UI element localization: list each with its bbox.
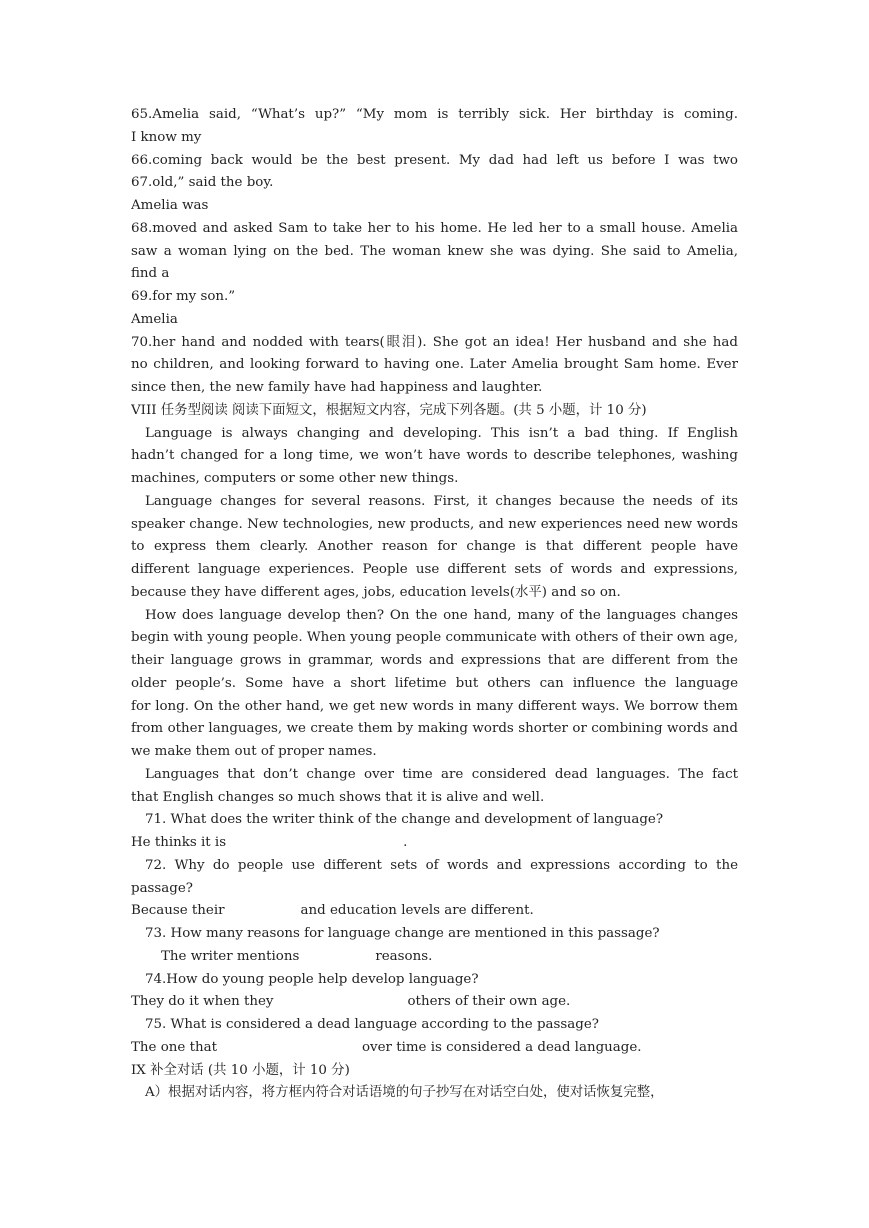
instruction-line: A）根据对话内容，将方框内符合对话语境的句子抄写在对话空白处，使对话恢复完整，	[145, 1085, 664, 1101]
text-line: 65.Amelia said, “What’s up?” “My mom is terribly sick. Her birthday is coming.	[131, 107, 738, 122]
text-line: Amelia was	[131, 198, 209, 213]
paragraph-line: hadn’t changed for a long time, we won’t have words to describe telephones, washing	[131, 448, 738, 464]
answer-text: and education levels are different.	[300, 903, 534, 919]
paragraph-line: Languages that don’t change over time are considered dead languages. The fact	[145, 766, 738, 782]
section-heading: IX 补全对话 (共 10 小题，计 10 分)	[131, 1062, 350, 1078]
answer-text: He thinks it is	[131, 835, 227, 850]
paragraph-line: How does language develop then? On the one hand, many of the languages changes	[145, 607, 738, 623]
text-line: I know my	[131, 129, 202, 145]
paragraph-line: older people’s. Some have a short lifetime but others can influence the language	[131, 675, 738, 691]
text-line: 68.moved and asked Sam to take her to his home. He led her to a small house. Amelia	[131, 220, 738, 236]
answer-75	[131, 1037, 738, 1060]
text-line: 66.coming back would be the best present. My dad had left us before I was two	[131, 152, 738, 168]
text-line: find a	[131, 266, 170, 282]
answer-text: The writer mentions	[161, 948, 300, 964]
paragraph-line: their language grows in grammar, words and expressions that are different from the	[131, 653, 738, 668]
answer-text: .	[403, 835, 408, 850]
text-line: no children, and looking forward to having one. Later Amelia brought Sam home. Ever	[131, 357, 738, 373]
text-line: 69.for my son.”	[131, 289, 236, 304]
answer-text: reasons.	[375, 948, 433, 964]
text-line: saw a woman lying on the bed. The woman knew she was dying. She said to Amelia,	[131, 243, 738, 259]
section-heading: VIII 任务型阅读 阅读下面短文，根据短文内容，完成下列各题。(共 5 小题，计 10 分)	[131, 402, 647, 418]
paragraph-line: from other languages, we create them by making words shorter or combining words and	[131, 721, 738, 737]
answer-text: Because their	[131, 903, 225, 919]
text-line: 67.old,” said the boy.	[131, 175, 274, 191]
text-line: since then, the new family have had happiness and laughter.	[131, 380, 543, 395]
question-73: 73. How many reasons for language change are mentioned in this passage?	[145, 926, 660, 941]
answer-text: over time is considered a dead language.	[361, 1039, 642, 1055]
paragraph-line: speaker change. New technologies, new products, and new experiences need new words	[131, 516, 738, 532]
answer-73	[131, 946, 738, 969]
answer-text: They do it when they	[131, 994, 274, 1010]
text-line: 70.her hand and nodded with tears(眼泪). She got an idea! Her husband and she had	[131, 334, 738, 350]
question-75: 75. What is considered a dead language according to the passage?	[145, 1017, 599, 1032]
paragraph-line: to express them clearly. Another reason for change is that different people have	[131, 539, 738, 555]
paragraph-line: because they have different ages, jobs, education levels(水平) and so on.	[131, 584, 621, 600]
paragraph-line: we make them out of proper names.	[131, 744, 377, 759]
paragraph-line: Language changes for several reasons. First, it changes because the needs of its	[145, 493, 738, 509]
question-72-cont: passage?	[131, 880, 193, 896]
answer-text: others of their own age.	[407, 994, 571, 1010]
question-71: 71. What does the writer think of the change and development of language?	[145, 812, 664, 828]
answer-72	[131, 900, 738, 923]
paragraph-line: different language experiences. People use different sets of words and expressions,	[131, 562, 738, 577]
answer-71	[131, 832, 738, 855]
paragraph-line: begin with young people. When young people communicate with others of their own age,	[131, 630, 738, 646]
question-74: 74.How do young people help develop language?	[145, 971, 479, 987]
answer-74	[131, 991, 738, 1014]
paragraph-line: that English changes so much shows that it is alive and well.	[131, 789, 545, 805]
paragraph-line: machines, computers or some other new things.	[131, 471, 459, 486]
paragraph-line: for long. On the other hand, we get new words in many different ways. We borrow them	[131, 698, 738, 714]
question-72: 72. Why do people use different sets of words and expressions according to the	[145, 857, 738, 873]
text-line: Amelia	[131, 311, 178, 327]
paragraph-line: Language is always changing and developing. This isn’t a bad thing. If English	[145, 425, 738, 441]
answer-text: The one that	[131, 1039, 217, 1055]
